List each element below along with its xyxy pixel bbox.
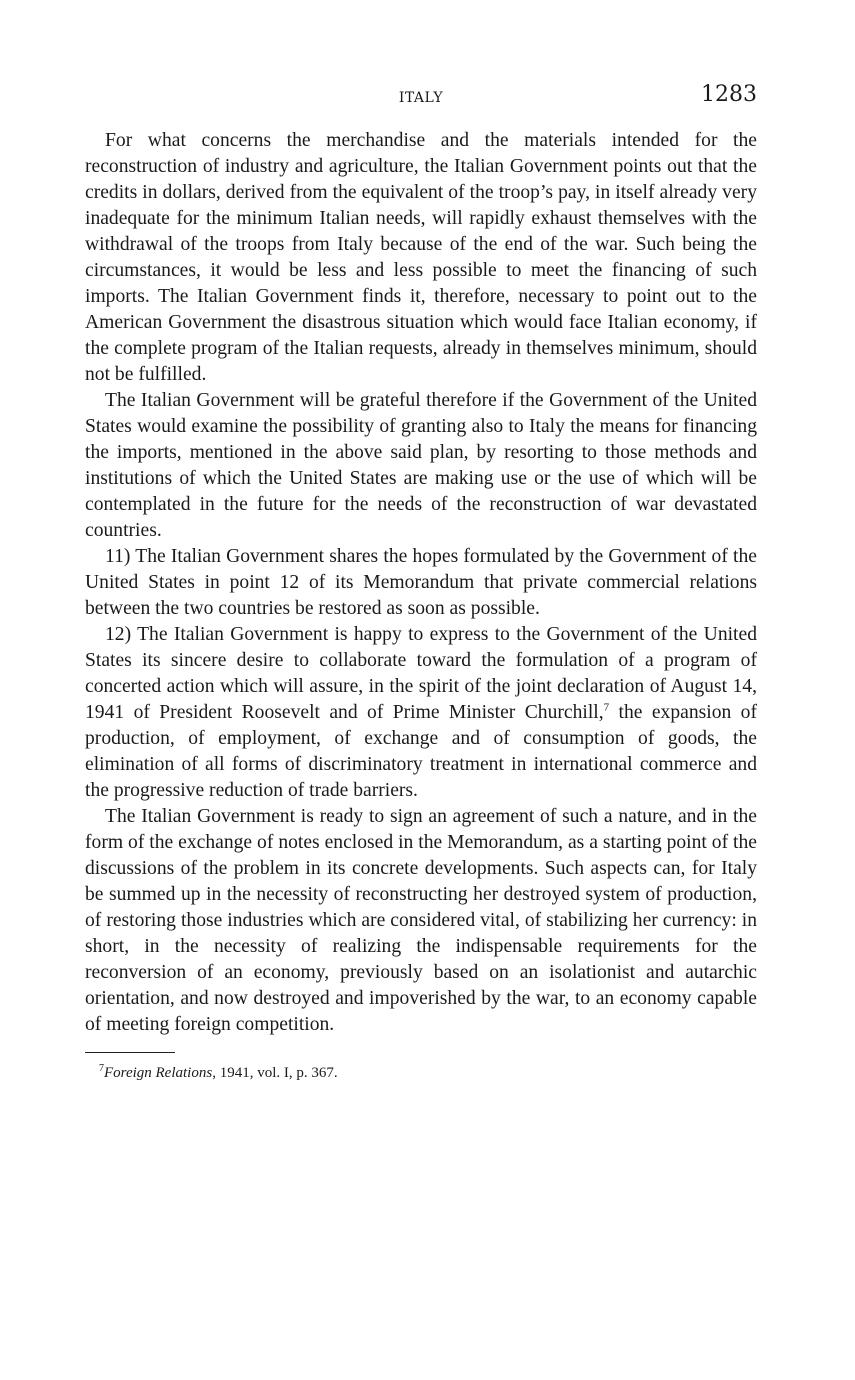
body-text: [85, 128, 757, 1038]
paragraph-point-11: 11) The Italian Government shares the hopes formulated by the Government of the United States in point 12 of its Memorandum that private commercial relations between the two countries be restored as soon as possible.: [85, 546, 757, 619]
paragraph-agreement: The Italian Government is ready to sign an agreement of such a nature, and in the form of the exchange of notes enclosed in the Memorandum, as a starting point of the discussions of the problem in its concrete developments. Such aspects can, for Italy be summed up in the necessity of reconstructing her destroyed system of production, of restoring those industries which are considered vital, of stabilizing her currency: in short, in the necessity of realizing the indispensable requirements for the reconversion of an economy, previously based on an isolationist and autarchic orientation, and now destroyed and impoverished by the war, to an economy capable of meeting foreign competition.: [85, 806, 757, 1035]
running-head: [85, 82, 757, 112]
point-12-text-end: the expansion of production, of employment, of exchange and of consumption of goods, the elimination of all forms of discriminatory treatment in international commerce and the progressive reduction of trade barriers.: [85, 702, 757, 801]
paragraph-merchandise: For what concerns the merchandise and the materials intended for the reconstruction of industry and agriculture, the Italian Government points out that the credits in dollars, derived from the equivalent of the troop’s pay, in itself already very inadequate for the minimum Italian needs, will rapidly exhaust themselves with the withdrawal of the troops from Italy because of the end of the war. Such being the circumstances, it would be less and less possible to meet the financing of such imports. The Italian Government finds it, therefore, necessary to point out to the American Government the disastrous situation which would face Italian economy, if the complete program of the Italian requests, already in themselves minimum, should not be fulfilled.: [85, 130, 757, 385]
footnote-citation: , 1941, vol. I, p. 367.: [212, 1065, 338, 1081]
paragraph-financing-request: The Italian Government will be grateful therefore if the Government of the United States would examine the possibility of granting also to Italy the means for financing the imports, mentioned in the above said plan, by resorting to those methods and institutions of which the United States are making use or the use of which will be contemplated in the future for the needs of the reconstruction of war devastated countries.: [85, 390, 757, 541]
running-title: ITALY: [398, 90, 444, 106]
footnote-mark: 7: [99, 1063, 104, 1074]
page-number: 1283: [701, 82, 757, 107]
document-page: [85, 82, 757, 1083]
footnote-divider: [85, 1052, 175, 1053]
paragraph-point-12: [85, 622, 757, 804]
point-12-text-start: 12) The Italian Government is happy to express to the Government of the United States its sincere desire to collaborate toward the formulation of a program of concerted action which will assure, in the spirit of the joint declaration of August 14, 1941 of President Roosevelt and of Prime Minister Churchill,: [85, 624, 757, 723]
footnote: [85, 1063, 757, 1083]
footnote-title: Foreign Relations: [104, 1065, 213, 1081]
footnote-reference[interactable]: 7: [603, 701, 610, 714]
